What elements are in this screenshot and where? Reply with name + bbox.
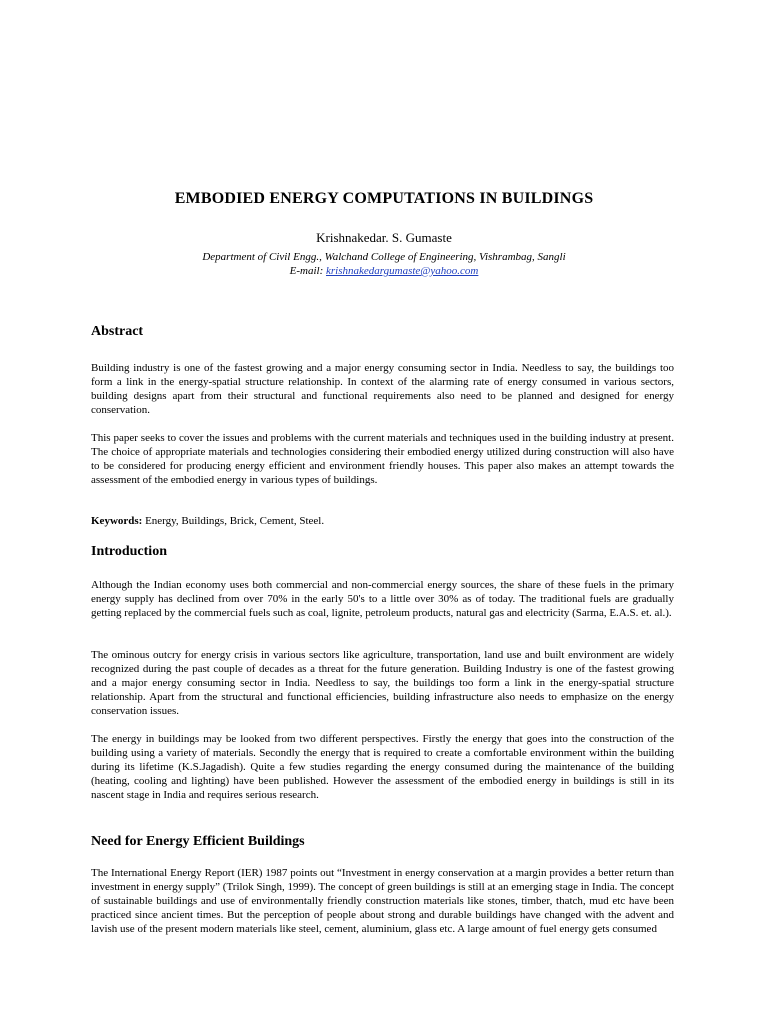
introduction-heading: Introduction: [91, 544, 167, 559]
email-link[interactable]: krishnakedargumaste@yahoo.com: [325, 265, 479, 277]
need-paragraph-1: The International Energy Report (IER) 1987 points out “Investment in energy conservation at a margin provides a better return than investment in energy supply” (Trilok Singh, 1999). The concept of green buildings is still at an emerging stage in India. The concept of sustainable buildings and use of environmentally friendly construction materials like stones, timber, thatch, mud etc have been practiced since ancient times. But the perception of people about strong and durable buildings have changed with the advent and lavish use of the present modern materials like steel, cement, aluminium, glass etc. A large amount of fuel energy gets consumed: [91, 867, 674, 936]
paper-title: EMBODIED ENERGY COMPUTATIONS IN BUILDINGS: [174, 190, 594, 207]
abstract-paragraph-1: Building industry is one of the fastest growing and a major energy consuming sector in India. Needless to say, the buildings too form a link in the energy-spatial structure relationship. In context of the alarming rate of energy consumed in various sectors, building designs apart from their structural and functional requirements also need to be planned and designed for energy conservation.: [91, 362, 674, 417]
abstract-heading: Abstract: [91, 324, 144, 339]
author-name: Krishnakedar. S. Gumaste: [316, 230, 452, 245]
keywords-label: Keywords:: [91, 515, 143, 527]
author-affiliation: [0, 250, 768, 278]
email-line: [0, 264, 768, 278]
keywords-line: [91, 514, 674, 528]
abstract-paragraph-2: This paper seeks to cover the issues and problems with the current materials and techniques used in the building industry at present. The choice of appropriate materials and technologies considering their embodied energy utilized during construction will also have to be considered for producing energy efficient and environment friendly houses. This paper also makes an attempt towards the assessment of the embodied energy in various types of buildings.: [91, 432, 674, 487]
introduction-paragraph-3: The energy in buildings may be looked from two different perspectives. Firstly the energy that goes into the construction of the building using a variety of materials. Secondly the energy that is required to create a comfortable environment within the building during its lifetime (K.S.Jagadish). Quite a few studies regarding the energy consumed during the maintenance of the building (heating, cooling and lighting) have been published. However the assessment of the embodied energy in buildings is still in its nascent stage in India and requires serious research.: [91, 733, 674, 802]
email-label: E-mail:: [289, 265, 326, 277]
keywords-text: Energy, Buildings, Brick, Cement, Steel.: [142, 515, 325, 527]
affiliation-line: Department of Civil Engg., Walchand College of Engineering, Vishrambag, Sangli: [202, 251, 566, 263]
need-heading: Need for Energy Efficient Buildings: [91, 834, 305, 849]
introduction-paragraph-2: The ominous outcry for energy crisis in various sectors like agriculture, transportation, land use and built environment are widely recognized during the past couple of decades as a threat for the future generation. Building Industry is one of the fastest growing and a major energy consuming sector in India. Needless to say, the buildings too form a link in the energy-spatial structure relationship. Apart from the structural and functional efficiencies, building infrastructure also needs to emphasize on the energy conservation issues.: [91, 649, 674, 718]
introduction-paragraph-1: Although the Indian economy uses both commercial and non-commercial energy sources, the share of these fuels in the primary energy supply has declined from over 70% in the early 50's to a little over 30% as of today. The traditional fuels are gradually getting replaced by the commercial fuels such as coal, lignite, petroleum products, natural gas and electricity (Sarma, E.A.S. et. al.).: [91, 579, 674, 620]
